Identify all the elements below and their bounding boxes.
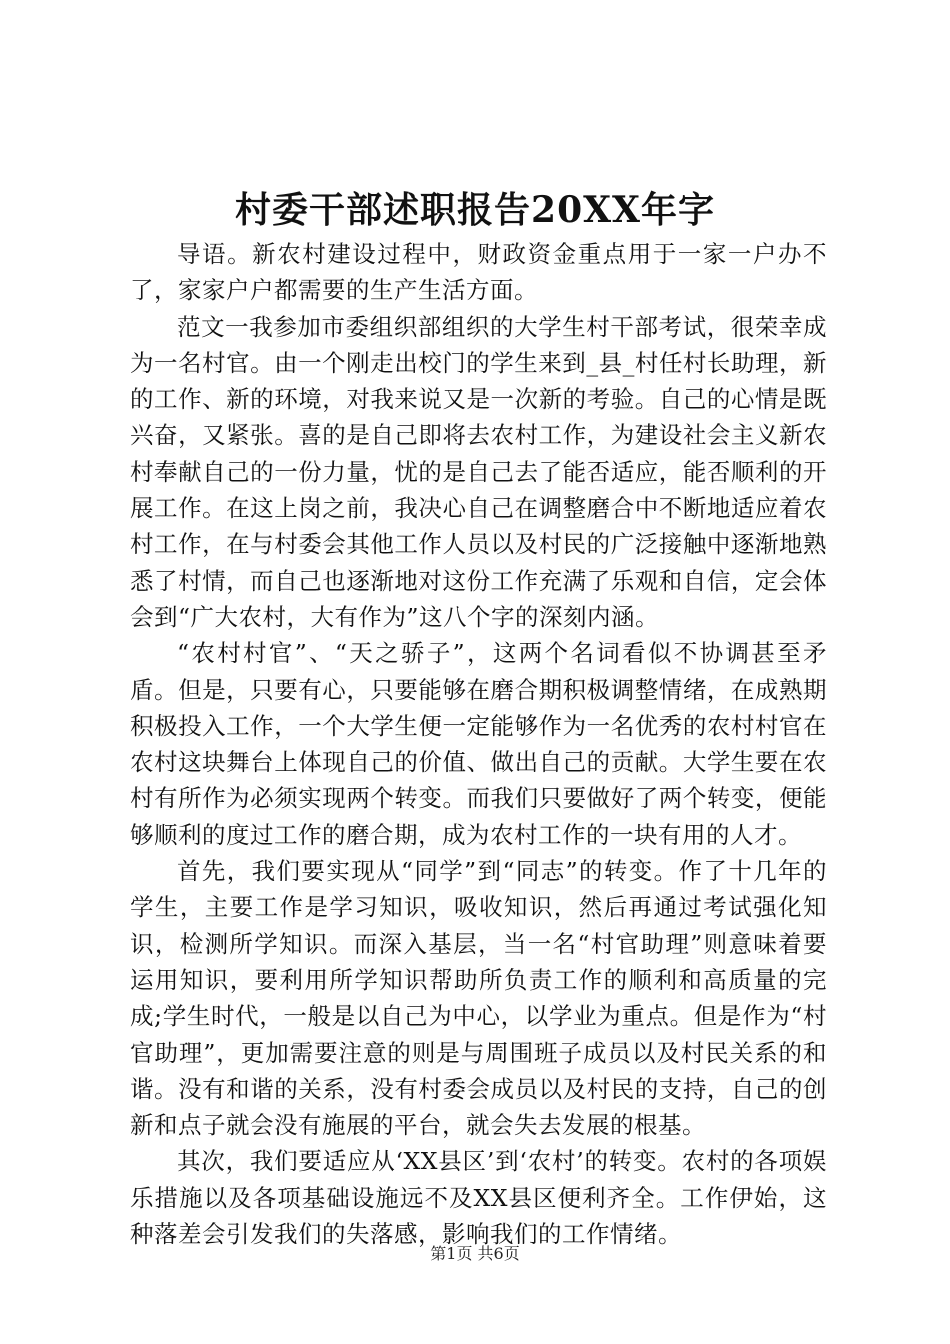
- document-body: [130, 236, 827, 1252]
- paragraph-intro: 导语。新农村建设过程中，财政资金重点用于一家一户办不了，家家户户都需要的生产生活方面。: [130, 240, 827, 305]
- paragraph-sample-one: 范文一我参加市委组织部组织的大学生村干部考试，很荣幸成为一名村官。由一个刚走出校门的学生来到_县_村任村长助理，新的工作、新的环境，对我来说又是一次新的考验。自己的心情是既兴奋，又紧张。喜的是自己即将去农村工作，为建设社会主义新农村奉献自己的一份力量，忧的是自己去了能否适应，能否顺利的开展工作。在这上岗之前，我决心自己在调整磨合中不断地适应着农村工作，在与村委会其他工作人员以及村民的广泛接触中逐渐地熟悉了村情，而自己也逐渐地对这份工作充满了乐观和自信，定会体会到“广大农村，大有作为”这八个字的深刻内涵。: [130, 312, 827, 631]
- paragraph-village-official: “农村村官”、“天之骄子”，这两个名词看似不协调甚至矛盾。但是，只要有心，只要能够在磨合期积极调整情绪，在成熟期积极投入工作，一个大学生便一定能够作为一名优秀的农村村官在农村这块舞台上体现自己的价值、做出自己的贡献。大学生要在农村有所作为必须实现两个转变。而我们只要做好了两个转变，便能够顺利的度过工作的磨合期，成为农村工作的一块有用的人才。: [130, 639, 827, 849]
- paragraph-second-change: 其次，我们要适应从‘XX县区’到‘农村’的转变。农村的各项娱乐措施以及各项基础设施远不及XX县区便利齐全。工作伊始，这种落差会引发我们的失落感，影响我们的工作情绪。: [130, 1147, 827, 1249]
- paragraph-first-change: 首先，我们要实现从“同学”到“同志”的转变。作了十几年的学生，主要工作是学习知识，吸收知识，然后再通过考试强化知识，检测所学知识。而深入基层，当一名“村官助理”则意味着要运用知识，要利用所学知识帮助所负责工作的顺利和高质量的完成;学生时代，一般是以自己为中心，以学业为重点。但是作为“村官助理”，更加需要注意的则是与周围班子成员以及村民关系的和谐。没有和谐的关系，没有村委会成员以及村民的支持，自己的创新和点子就会没有施展的平台，就会失去发展的根基。: [130, 857, 827, 1140]
- page-number-footer: 第1页 共6页: [430, 1244, 520, 1263]
- document-title: 村委干部述职报告20XX年字: [235, 189, 715, 231]
